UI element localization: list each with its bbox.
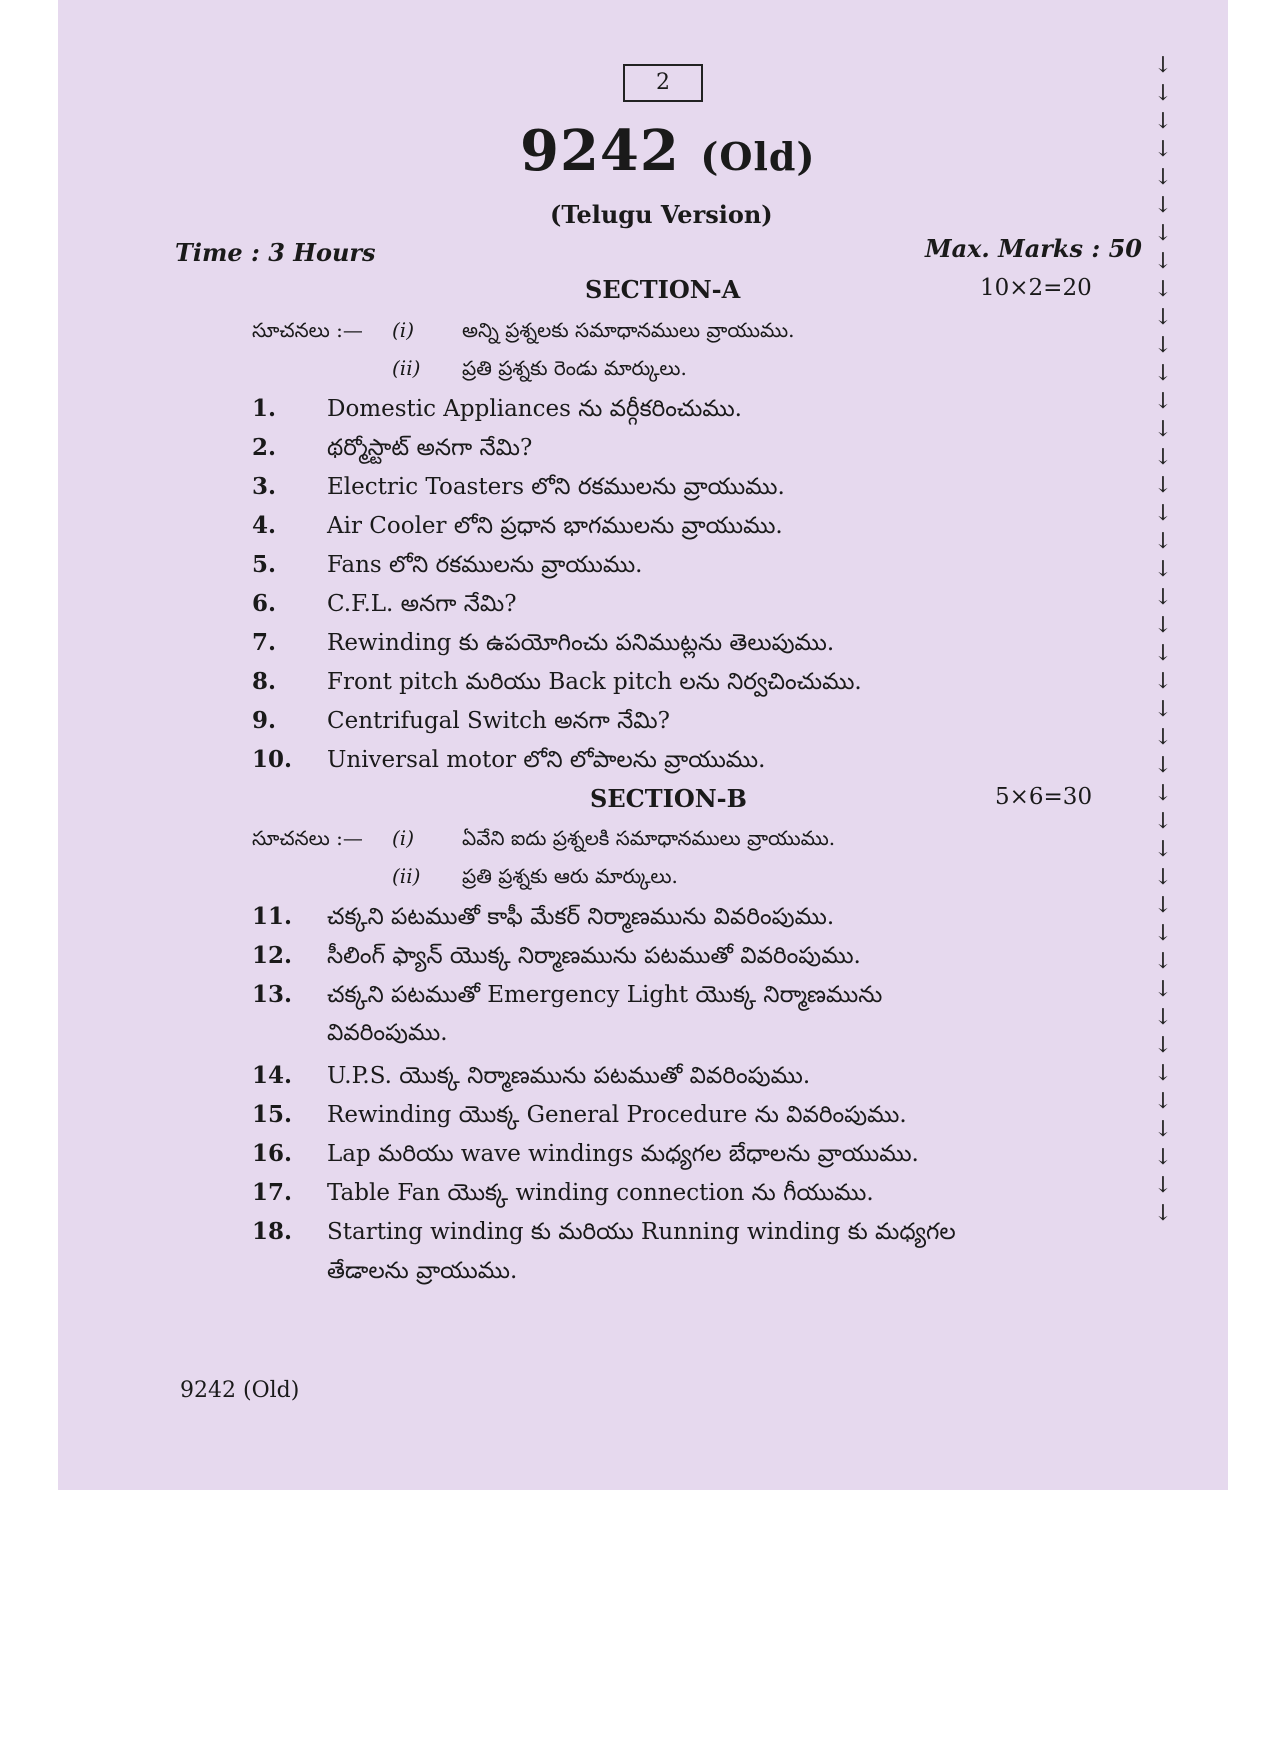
question-number: 1. — [252, 395, 277, 422]
down-arrow-icon: ↓ — [1153, 1089, 1173, 1114]
note-text: ఏవేని ఐదు ప్రశ్నలకి సమాధానములు వ్రాయుము. — [462, 826, 836, 850]
down-arrow-icon: ↓ — [1153, 697, 1173, 722]
down-arrow-icon: ↓ — [1153, 753, 1173, 778]
down-arrow-icon: ↓ — [1153, 1033, 1173, 1058]
down-arrow-icon: ↓ — [1153, 809, 1173, 834]
question-number: 13. — [252, 981, 293, 1008]
question-text: చక్కని పటముతో కాఫీ మేకర్ నిర్మాణమును వివరింపుము. — [327, 904, 835, 930]
time-label: Time : 3 Hours — [175, 238, 376, 267]
question-16 — [252, 1140, 919, 1173]
section-a-title: SECTION-A — [585, 275, 741, 304]
question-number: 5. — [252, 551, 277, 578]
note-number: (ii) — [392, 356, 421, 380]
question-18 — [252, 1218, 956, 1251]
section-b-marks: 5×6=30 — [995, 784, 1093, 810]
note-text: అన్ని ప్రశ్నలకు సమాధానములు వ్రాయుము. — [462, 318, 795, 342]
question-text: Table Fan యొక్క winding connection ను గీయుము. — [327, 1180, 874, 1206]
question-text: Rewinding యొక్క General Procedure ను వివరింపుము. — [327, 1102, 907, 1128]
down-arrow-icon: ↓ — [1153, 305, 1173, 330]
section-b-note-2 — [252, 864, 678, 893]
down-arrow-icon: ↓ — [1153, 725, 1173, 750]
question-number: 12. — [252, 942, 293, 969]
down-arrow-icon: ↓ — [1153, 977, 1173, 1002]
section-b-note-1 — [252, 826, 835, 855]
max-marks-label: Max. Marks : 50 — [925, 234, 1143, 263]
question-number: 18. — [252, 1218, 293, 1245]
question-text: Rewinding కు ఉపయోగించు పనిముట్లను తెలుపుము. — [327, 630, 835, 656]
question-number: 14. — [252, 1062, 293, 1089]
note-number: (i) — [392, 318, 415, 342]
question-text: సీలింగ్ ఫ్యాన్ యొక్క నిర్మాణమును పటముతో వివరింపుము. — [327, 943, 861, 969]
down-arrow-icon: ↓ — [1153, 501, 1173, 526]
note-text: ప్రతి ప్రశ్నకు ఆరు మార్కులు. — [462, 864, 678, 888]
question-text: Electric Toasters లోని రకములను వ్రాయుము. — [327, 474, 785, 500]
question-text: చక్కని పటముతో Emergency Light యొక్క నిర్మాణమును — [327, 982, 883, 1008]
question-number: 3. — [252, 473, 277, 500]
question-text: Fans లోని రకములను వ్రాయుము. — [327, 552, 643, 578]
question-number: 16. — [252, 1140, 293, 1167]
question-number: 17. — [252, 1179, 293, 1206]
down-arrow-icon: ↓ — [1153, 613, 1173, 638]
note-text: ప్రతి ప్రశ్నకు రెండు మార్కులు. — [462, 356, 687, 380]
down-arrow-icon: ↓ — [1153, 53, 1173, 78]
question-5 — [252, 551, 643, 584]
down-arrow-icon: ↓ — [1153, 949, 1173, 974]
down-arrow-icon: ↓ — [1153, 557, 1173, 582]
note-lead: సూచనలు :— — [252, 318, 363, 342]
question-6 — [252, 590, 517, 623]
paper-code: 9242 — [520, 118, 680, 184]
section-b-title: SECTION-B — [590, 784, 747, 813]
paper-code-suffix: (Old) — [700, 134, 816, 179]
question-text: Air Cooler లోని ప్రధాన భాగములను వ్రాయుము. — [327, 513, 783, 539]
down-arrow-icon: ↓ — [1153, 473, 1173, 498]
question-8 — [252, 668, 862, 701]
down-arrow-icon: ↓ — [1153, 137, 1173, 162]
paper-code-title — [520, 118, 815, 184]
down-arrow-icon: ↓ — [1153, 1201, 1173, 1226]
down-arrow-icon: ↓ — [1153, 109, 1173, 134]
question-14 — [252, 1062, 810, 1095]
question-number: 11. — [252, 903, 293, 930]
question-number: 4. — [252, 512, 277, 539]
section-a-marks: 10×2=20 — [980, 275, 1092, 301]
question-13-continuation: వివరింపుము. — [327, 1020, 448, 1046]
down-arrow-icon: ↓ — [1153, 865, 1173, 890]
down-arrow-icon: ↓ — [1153, 1173, 1173, 1198]
note-number: (i) — [392, 826, 415, 850]
question-17 — [252, 1179, 874, 1212]
question-9 — [252, 707, 670, 740]
question-3 — [252, 473, 785, 506]
question-18-continuation: తేడాలను వ్రాయుము. — [327, 1258, 518, 1284]
footer-paper-code: 9242 (Old) — [180, 1378, 300, 1403]
question-number: 2. — [252, 434, 277, 461]
scan-background — [0, 1490, 1275, 1753]
question-1 — [252, 395, 742, 428]
down-arrow-icon: ↓ — [1153, 417, 1173, 442]
question-15 — [252, 1101, 907, 1134]
question-2 — [252, 434, 532, 467]
question-number: 10. — [252, 746, 293, 773]
question-number: 7. — [252, 629, 277, 656]
question-number: 8. — [252, 668, 277, 695]
question-number: 6. — [252, 590, 277, 617]
section-a-note-1 — [252, 318, 794, 347]
down-arrow-icon: ↓ — [1153, 277, 1173, 302]
down-arrow-icon: ↓ — [1153, 781, 1173, 806]
question-text: థర్మోస్టాట్ అనగా నేమి? — [327, 435, 533, 461]
page-margin-arrow-column — [1148, 52, 1178, 1228]
down-arrow-icon: ↓ — [1153, 221, 1173, 246]
question-text: Lap మరియు wave windings మధ్యగల బేధాలను వ్రాయుము. — [327, 1141, 919, 1167]
down-arrow-icon: ↓ — [1153, 361, 1173, 386]
down-arrow-icon: ↓ — [1153, 193, 1173, 218]
down-arrow-icon: ↓ — [1153, 921, 1173, 946]
down-arrow-icon: ↓ — [1153, 249, 1173, 274]
question-text: Domestic Appliances ను వర్గీకరించుము. — [327, 396, 742, 422]
question-text: U.P.S. యొక్క నిర్మాణమును పటముతో వివరింపుము. — [327, 1063, 811, 1089]
question-4 — [252, 512, 783, 545]
question-text: C.F.L. అనగా నేమి? — [327, 591, 517, 617]
note-number: (ii) — [392, 864, 421, 888]
down-arrow-icon: ↓ — [1153, 1005, 1173, 1030]
section-a-note-2 — [252, 356, 687, 385]
down-arrow-icon: ↓ — [1153, 641, 1173, 666]
down-arrow-icon: ↓ — [1153, 165, 1173, 190]
down-arrow-icon: ↓ — [1153, 529, 1173, 554]
question-text: Front pitch మరియు Back pitch లను నిర్వచించుము. — [327, 669, 862, 695]
page-number-box: 2 — [623, 64, 703, 102]
question-text: Centrifugal Switch అనగా నేమి? — [327, 708, 670, 734]
question-13 — [252, 981, 882, 1014]
question-12 — [252, 942, 861, 975]
question-7 — [252, 629, 834, 662]
question-number: 9. — [252, 707, 277, 734]
question-11 — [252, 903, 834, 936]
down-arrow-icon: ↓ — [1153, 585, 1173, 610]
down-arrow-icon: ↓ — [1153, 1145, 1173, 1170]
question-text: Universal motor లోని లోపాలను వ్రాయుము. — [327, 747, 766, 773]
note-lead: సూచనలు :— — [252, 826, 363, 850]
down-arrow-icon: ↓ — [1153, 1117, 1173, 1142]
version-label: (Telugu Version) — [550, 200, 773, 229]
down-arrow-icon: ↓ — [1153, 389, 1173, 414]
question-10 — [252, 746, 765, 779]
down-arrow-icon: ↓ — [1153, 445, 1173, 470]
down-arrow-icon: ↓ — [1153, 837, 1173, 862]
down-arrow-icon: ↓ — [1153, 81, 1173, 106]
down-arrow-icon: ↓ — [1153, 893, 1173, 918]
question-text: Starting winding కు మరియు Running winding కు మధ్యగల — [327, 1219, 956, 1245]
down-arrow-icon: ↓ — [1153, 1061, 1173, 1086]
down-arrow-icon: ↓ — [1153, 333, 1173, 358]
down-arrow-icon: ↓ — [1153, 669, 1173, 694]
question-number: 15. — [252, 1101, 293, 1128]
